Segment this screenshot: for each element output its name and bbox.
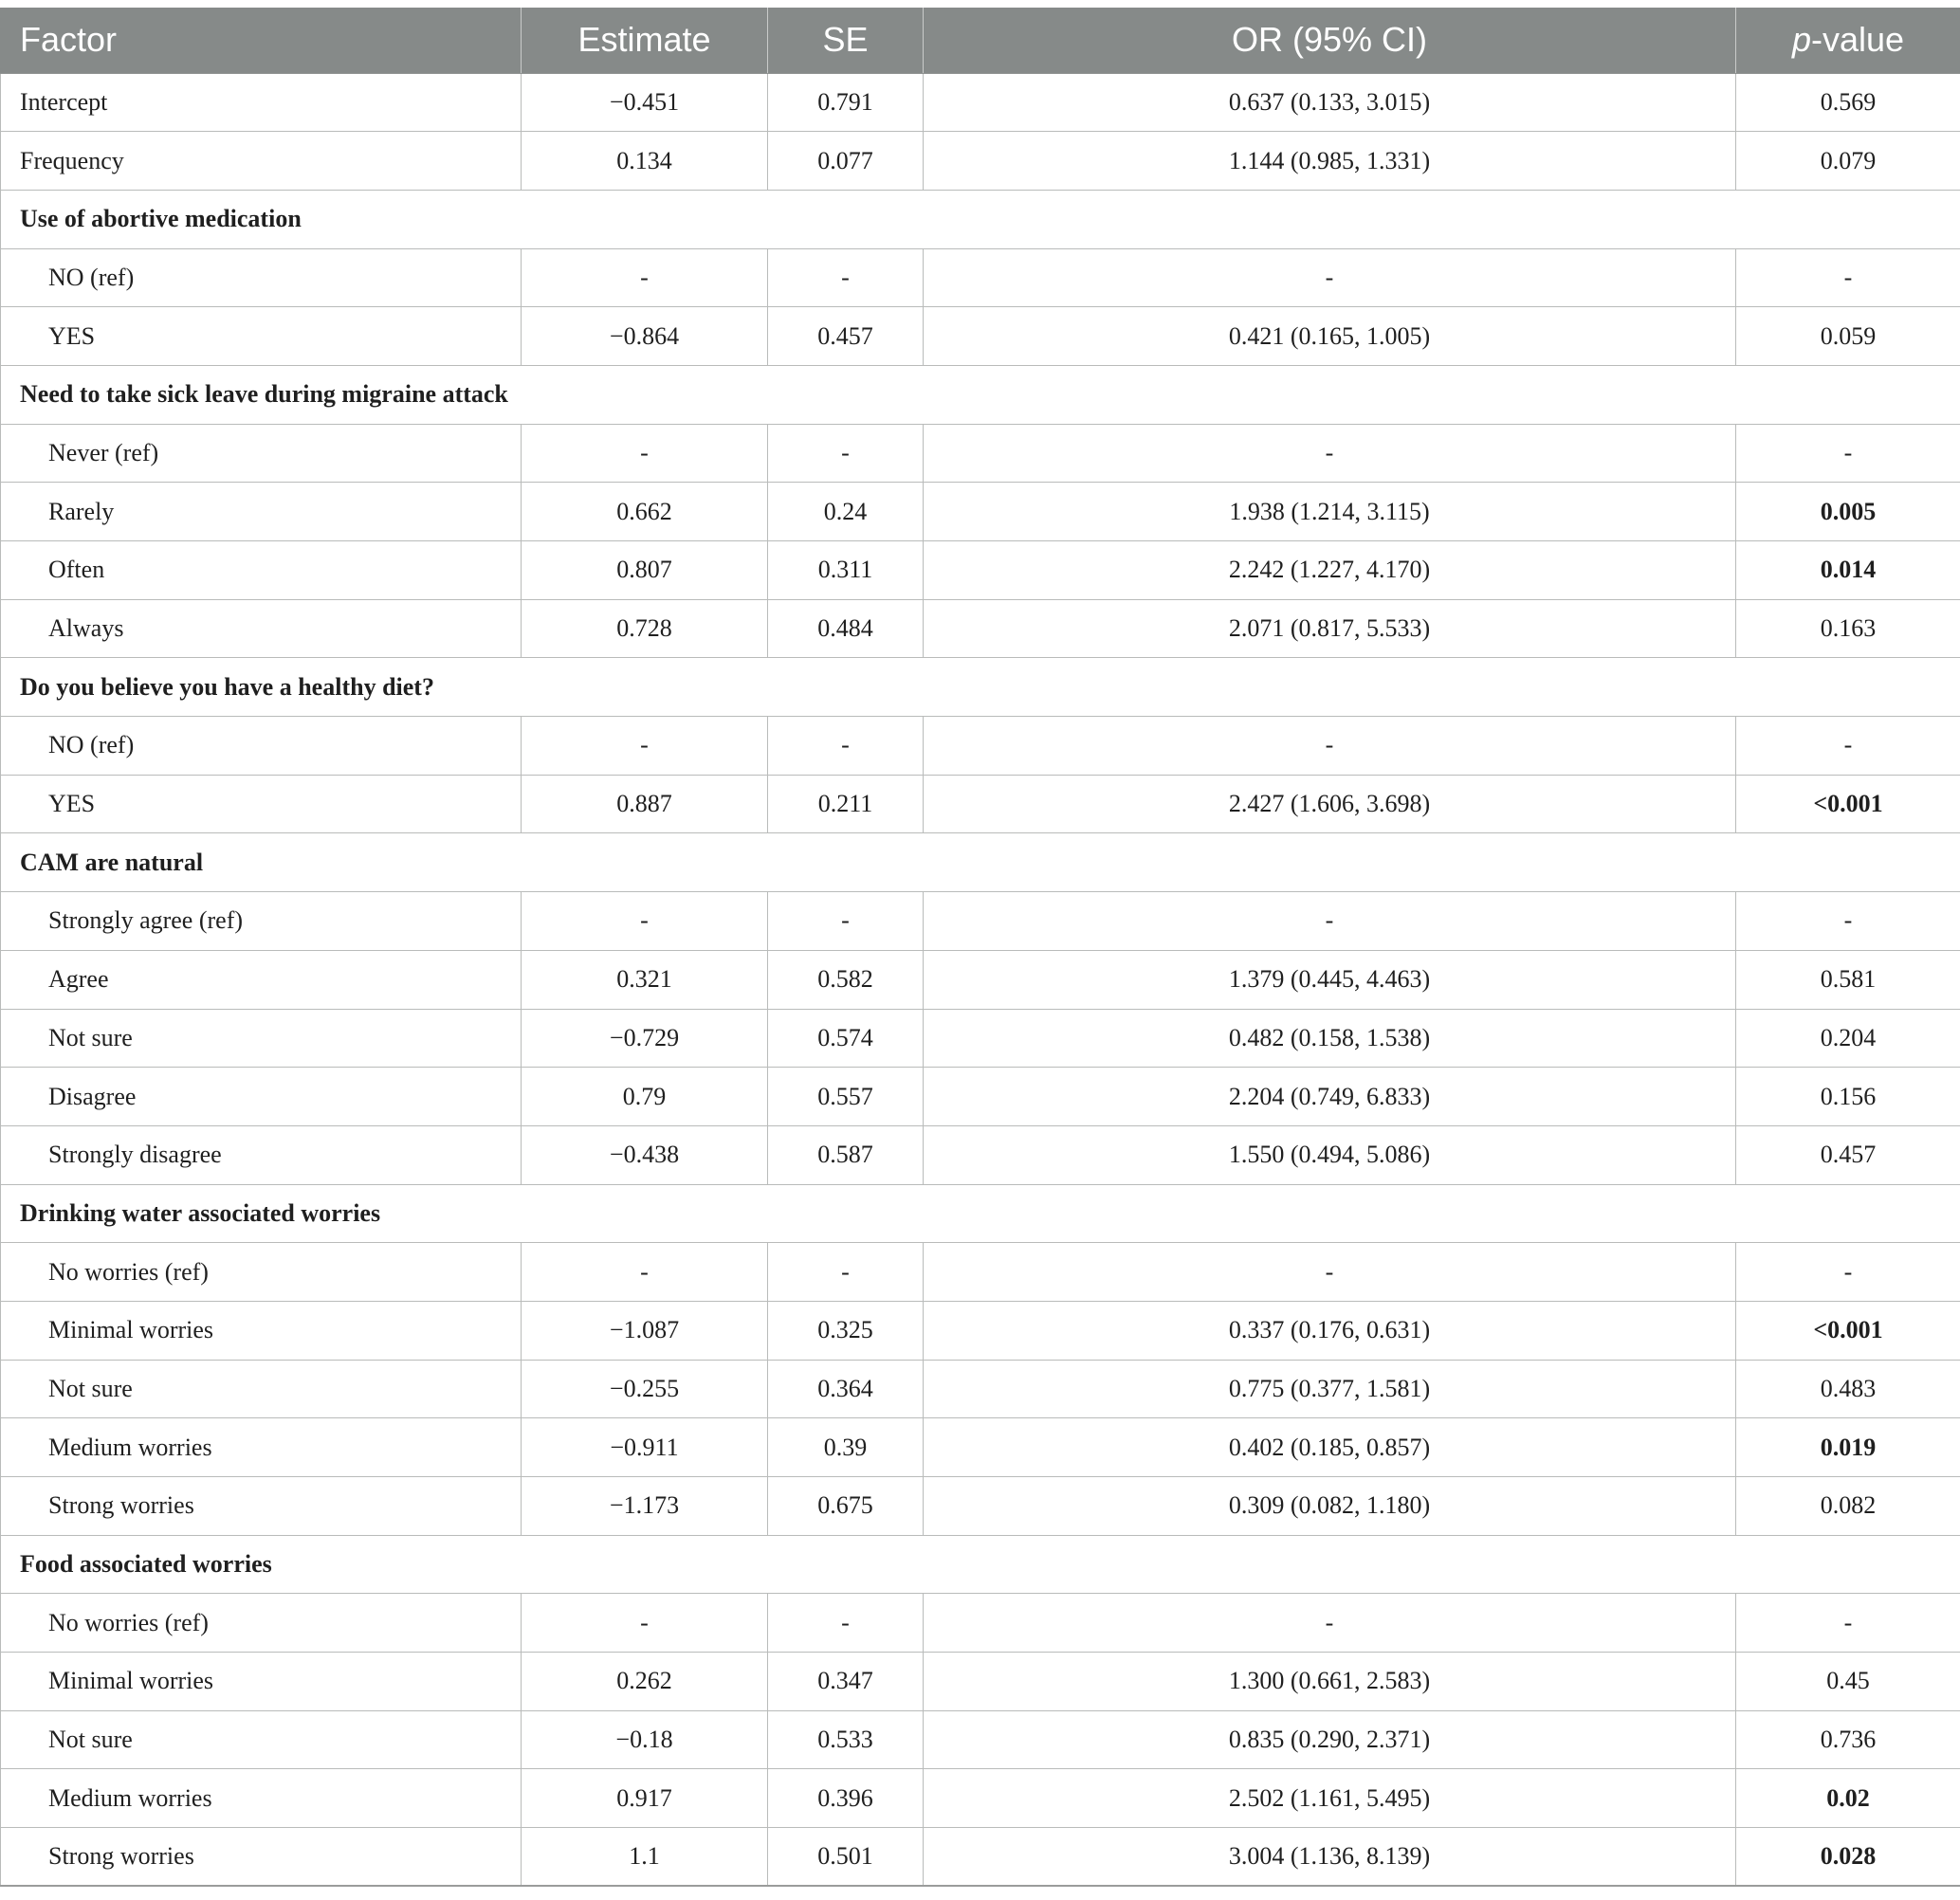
estimate-cell: −0.864 bbox=[522, 307, 768, 366]
table-row bbox=[1, 1068, 1960, 1126]
se-cell: 0.364 bbox=[768, 1360, 924, 1418]
p-value-cell: 0.45 bbox=[1736, 1653, 1960, 1711]
se-cell: - bbox=[768, 717, 924, 776]
factor-cell: Medium worries bbox=[1, 1769, 522, 1828]
group-label: Food associated worries bbox=[1, 1535, 1960, 1594]
or-ci-cell: 1.144 (0.985, 1.331) bbox=[924, 132, 1736, 191]
p-value-cell: 0.569 bbox=[1736, 73, 1960, 132]
p-value-cell: 0.082 bbox=[1736, 1477, 1960, 1536]
factor-cell: Disagree bbox=[1, 1068, 522, 1126]
estimate-cell: 0.79 bbox=[522, 1068, 768, 1126]
table-row bbox=[1, 1828, 1960, 1887]
group-header-row bbox=[1, 190, 1960, 248]
se-cell: 0.484 bbox=[768, 599, 924, 658]
estimate-cell: −0.451 bbox=[522, 73, 768, 132]
p-value-cell: 0.457 bbox=[1736, 1125, 1960, 1184]
p-value-cell: 0.028 bbox=[1736, 1828, 1960, 1887]
se-cell: 0.24 bbox=[768, 483, 924, 541]
p-value-cell: 0.079 bbox=[1736, 132, 1960, 191]
group-label: Do you believe you have a healthy diet? bbox=[1, 658, 1960, 717]
factor-cell: Strong worries bbox=[1, 1828, 522, 1887]
se-cell: 0.587 bbox=[768, 1125, 924, 1184]
or-ci-cell: 0.309 (0.082, 1.180) bbox=[924, 1477, 1736, 1536]
factor-cell: Minimal worries bbox=[1, 1301, 522, 1360]
table-row bbox=[1, 424, 1960, 483]
estimate-cell: −0.911 bbox=[522, 1418, 768, 1477]
header-p-rest: -value bbox=[1810, 20, 1905, 60]
header-se: SE bbox=[768, 8, 924, 73]
se-cell: 0.574 bbox=[768, 1009, 924, 1068]
p-value-cell: - bbox=[1736, 717, 1960, 776]
group-header-row bbox=[1, 1184, 1960, 1243]
regression-table bbox=[0, 8, 1960, 1887]
table-row bbox=[1, 1418, 1960, 1477]
header-estimate: Estimate bbox=[522, 8, 768, 73]
p-value-cell: - bbox=[1736, 424, 1960, 483]
p-value-cell: <0.001 bbox=[1736, 775, 1960, 833]
or-ci-cell: 2.242 (1.227, 4.170) bbox=[924, 541, 1736, 600]
estimate-cell: 1.1 bbox=[522, 1828, 768, 1887]
table-row bbox=[1, 541, 1960, 600]
p-value-cell: 0.059 bbox=[1736, 307, 1960, 366]
estimate-cell: - bbox=[522, 1243, 768, 1302]
p-value-cell: 0.005 bbox=[1736, 483, 1960, 541]
p-value-cell: - bbox=[1736, 248, 1960, 307]
se-cell: 0.311 bbox=[768, 541, 924, 600]
table-row bbox=[1, 1769, 1960, 1828]
or-ci-cell: 2.204 (0.749, 6.833) bbox=[924, 1068, 1736, 1126]
estimate-cell: - bbox=[522, 424, 768, 483]
factor-cell: Medium worries bbox=[1, 1418, 522, 1477]
or-ci-cell: 1.550 (0.494, 5.086) bbox=[924, 1125, 1736, 1184]
estimate-cell: - bbox=[522, 248, 768, 307]
p-value-cell: 0.581 bbox=[1736, 950, 1960, 1009]
estimate-cell: 0.917 bbox=[522, 1769, 768, 1828]
estimate-cell: 0.662 bbox=[522, 483, 768, 541]
factor-cell: NO (ref) bbox=[1, 248, 522, 307]
header-or: OR (95% CI) bbox=[924, 8, 1736, 73]
se-cell: - bbox=[768, 1243, 924, 1302]
or-ci-cell: - bbox=[924, 424, 1736, 483]
or-ci-cell: 0.402 (0.185, 0.857) bbox=[924, 1418, 1736, 1477]
se-cell: 0.582 bbox=[768, 950, 924, 1009]
group-label: Need to take sick leave during migraine attack bbox=[1, 365, 1960, 424]
estimate-cell: 0.321 bbox=[522, 950, 768, 1009]
factor-cell: Always bbox=[1, 599, 522, 658]
table-row bbox=[1, 248, 1960, 307]
table-row bbox=[1, 1594, 1960, 1653]
table-row bbox=[1, 599, 1960, 658]
group-header-row bbox=[1, 833, 1960, 892]
factor-cell: NO (ref) bbox=[1, 717, 522, 776]
or-ci-cell: 2.071 (0.817, 5.533) bbox=[924, 599, 1736, 658]
se-cell: - bbox=[768, 1594, 924, 1653]
se-cell: 0.077 bbox=[768, 132, 924, 191]
or-ci-cell: - bbox=[924, 1243, 1736, 1302]
factor-cell: No worries (ref) bbox=[1, 1243, 522, 1302]
table-row bbox=[1, 483, 1960, 541]
estimate-cell: 0.262 bbox=[522, 1653, 768, 1711]
p-value-cell: 0.736 bbox=[1736, 1710, 1960, 1769]
p-value-cell: 0.014 bbox=[1736, 541, 1960, 600]
factor-cell: Not sure bbox=[1, 1710, 522, 1769]
estimate-cell: 0.887 bbox=[522, 775, 768, 833]
factor-cell: Rarely bbox=[1, 483, 522, 541]
table-row bbox=[1, 1360, 1960, 1418]
se-cell: 0.533 bbox=[768, 1710, 924, 1769]
factor-cell: Not sure bbox=[1, 1009, 522, 1068]
group-header-row bbox=[1, 658, 1960, 717]
group-label: Drinking water associated worries bbox=[1, 1184, 1960, 1243]
p-value-cell: 0.156 bbox=[1736, 1068, 1960, 1126]
factor-cell: Agree bbox=[1, 950, 522, 1009]
factor-cell: Strongly agree (ref) bbox=[1, 892, 522, 951]
estimate-cell: 0.134 bbox=[522, 132, 768, 191]
group-label: Use of abortive medication bbox=[1, 190, 1960, 248]
se-cell: - bbox=[768, 248, 924, 307]
factor-cell: YES bbox=[1, 307, 522, 366]
table-row bbox=[1, 892, 1960, 951]
table-row bbox=[1, 132, 1960, 191]
table-row bbox=[1, 1710, 1960, 1769]
factor-cell: Strongly disagree bbox=[1, 1125, 522, 1184]
estimate-cell: - bbox=[522, 892, 768, 951]
or-ci-cell: 0.482 (0.158, 1.538) bbox=[924, 1009, 1736, 1068]
table-body bbox=[1, 73, 1960, 1886]
table-row bbox=[1, 307, 1960, 366]
se-cell: 0.347 bbox=[768, 1653, 924, 1711]
se-cell: 0.675 bbox=[768, 1477, 924, 1536]
factor-cell: YES bbox=[1, 775, 522, 833]
factor-cell: Minimal worries bbox=[1, 1653, 522, 1711]
table-row bbox=[1, 1477, 1960, 1536]
or-ci-cell: 0.337 (0.176, 0.631) bbox=[924, 1301, 1736, 1360]
or-ci-cell: 1.938 (1.214, 3.115) bbox=[924, 483, 1736, 541]
header-p-italic: p bbox=[1791, 20, 1811, 60]
or-ci-cell: - bbox=[924, 1594, 1736, 1653]
table-row bbox=[1, 73, 1960, 132]
or-ci-cell: - bbox=[924, 717, 1736, 776]
estimate-cell: 0.728 bbox=[522, 599, 768, 658]
se-cell: 0.325 bbox=[768, 1301, 924, 1360]
estimate-cell: −0.729 bbox=[522, 1009, 768, 1068]
se-cell: 0.39 bbox=[768, 1418, 924, 1477]
or-ci-cell: 0.835 (0.290, 2.371) bbox=[924, 1710, 1736, 1769]
factor-cell: Frequency bbox=[1, 132, 522, 191]
or-ci-cell: 0.637 (0.133, 3.015) bbox=[924, 73, 1736, 132]
p-value-cell: 0.483 bbox=[1736, 1360, 1960, 1418]
table-row bbox=[1, 950, 1960, 1009]
or-ci-cell: 1.379 (0.445, 4.463) bbox=[924, 950, 1736, 1009]
se-cell: - bbox=[768, 892, 924, 951]
group-label: CAM are natural bbox=[1, 833, 1960, 892]
factor-cell: Not sure bbox=[1, 1360, 522, 1418]
se-cell: 0.501 bbox=[768, 1828, 924, 1887]
or-ci-cell: 2.502 (1.161, 5.495) bbox=[924, 1769, 1736, 1828]
table-row bbox=[1, 1301, 1960, 1360]
p-value-cell: 0.204 bbox=[1736, 1009, 1960, 1068]
factor-cell: Never (ref) bbox=[1, 424, 522, 483]
estimate-cell: −0.18 bbox=[522, 1710, 768, 1769]
or-ci-cell: 0.421 (0.165, 1.005) bbox=[924, 307, 1736, 366]
group-header-row bbox=[1, 365, 1960, 424]
estimate-cell: −1.087 bbox=[522, 1301, 768, 1360]
or-ci-cell: - bbox=[924, 892, 1736, 951]
factor-cell: Strong worries bbox=[1, 1477, 522, 1536]
factor-cell: Intercept bbox=[1, 73, 522, 132]
or-ci-cell: - bbox=[924, 248, 1736, 307]
table-row bbox=[1, 775, 1960, 833]
p-value-cell: <0.001 bbox=[1736, 1301, 1960, 1360]
table-row bbox=[1, 1653, 1960, 1711]
p-value-cell: - bbox=[1736, 892, 1960, 951]
estimate-cell: −0.438 bbox=[522, 1125, 768, 1184]
p-value-cell: 0.163 bbox=[1736, 599, 1960, 658]
or-ci-cell: 1.300 (0.661, 2.583) bbox=[924, 1653, 1736, 1711]
p-value-cell: - bbox=[1736, 1594, 1960, 1653]
table-row bbox=[1, 1125, 1960, 1184]
estimate-cell: - bbox=[522, 1594, 768, 1653]
se-cell: 0.396 bbox=[768, 1769, 924, 1828]
p-value-cell: 0.02 bbox=[1736, 1769, 1960, 1828]
se-cell: 0.557 bbox=[768, 1068, 924, 1126]
p-value-cell: 0.019 bbox=[1736, 1418, 1960, 1477]
factor-cell: Often bbox=[1, 541, 522, 600]
se-cell: - bbox=[768, 424, 924, 483]
estimate-cell: −0.255 bbox=[522, 1360, 768, 1418]
estimate-cell: −1.173 bbox=[522, 1477, 768, 1536]
p-value-cell: - bbox=[1736, 1243, 1960, 1302]
se-cell: 0.211 bbox=[768, 775, 924, 833]
or-ci-cell: 0.775 (0.377, 1.581) bbox=[924, 1360, 1736, 1418]
estimate-cell: - bbox=[522, 717, 768, 776]
estimate-cell: 0.807 bbox=[522, 541, 768, 600]
or-ci-cell: 2.427 (1.606, 3.698) bbox=[924, 775, 1736, 833]
table-header bbox=[1, 8, 1960, 73]
regression-table-container bbox=[0, 8, 1960, 1887]
se-cell: 0.791 bbox=[768, 73, 924, 132]
or-ci-cell: 3.004 (1.136, 8.139) bbox=[924, 1828, 1736, 1887]
se-cell: 0.457 bbox=[768, 307, 924, 366]
table-row bbox=[1, 1243, 1960, 1302]
header-row bbox=[1, 8, 1960, 73]
factor-cell: No worries (ref) bbox=[1, 1594, 522, 1653]
table-row bbox=[1, 717, 1960, 776]
header-factor: Factor bbox=[1, 8, 522, 73]
table-row bbox=[1, 1009, 1960, 1068]
header-p-value bbox=[1736, 8, 1960, 73]
group-header-row bbox=[1, 1535, 1960, 1594]
